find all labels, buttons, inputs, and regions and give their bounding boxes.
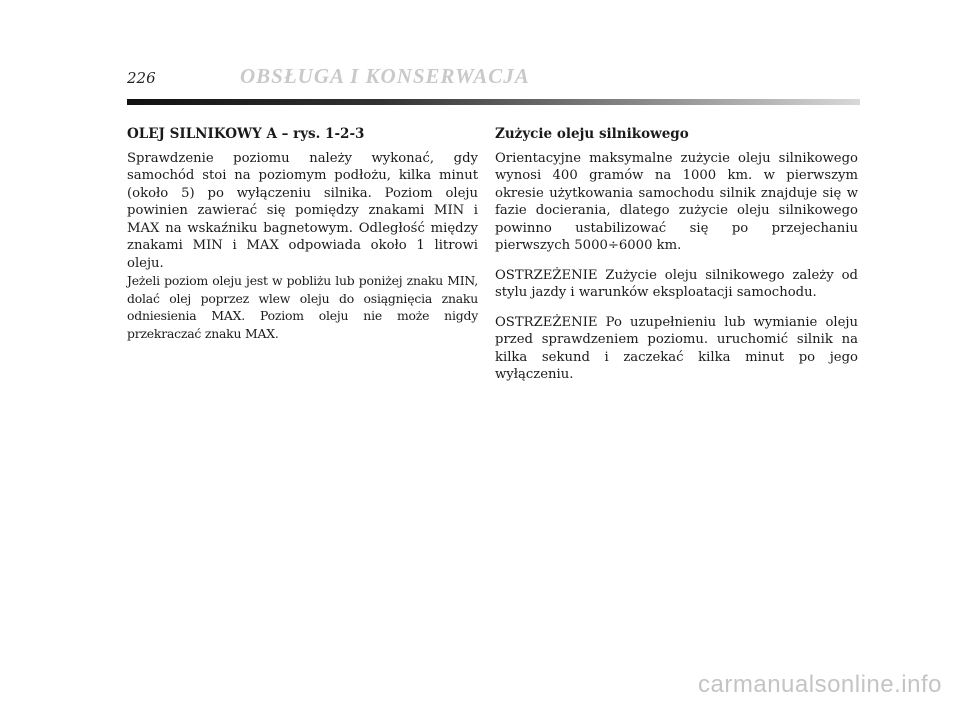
oil-check-paragraph: Sprawdzenie poziomu należy wykonać, gdy samochód stoi na poziomym podłożu, kilka minut (około 5) po wyłączeniu silnika. Poziom oleju powinien zawierać się pomiędzy znakami MIN i MAX na wskaźniku bagnetowym. Odległość między znakami MIN i MAX odpowiada około 1 litrowi oleju. — [127, 150, 478, 271]
engine-oil-heading: OLEJ SILNIKOWY A – rys. 1-2-3 — [127, 126, 365, 142]
oil-refill-paragraph: Jeżeli poziom oleju jest w pobliżu lub poniżej znaku MIN, dolać olej poprzez wlew oleju do osiągnięcia znaku odniesienia MAX. Poziom oleju nie może nigdy przekraczać znaku MAX. — [127, 273, 478, 341]
left-column — [127, 126, 478, 342]
oil-consumption-paragraph: Orientacyjne maksymalne zużycie oleju silnikowego wynosi 400 gramów na 1000 km. w pierwszym okresie użytkowania samochodu silnik znajduje się w fazie docierania, dlatego zużycie oleju silnikowego powinno ustabilizować się po przejechaniu pierwszych 5000÷6000 km. — [495, 150, 858, 253]
oil-consumption-heading: Zużycie oleju silnikowego — [495, 126, 689, 142]
warning-driving-style: OSTRZEŻENIE Zużycie oleju silnikowego zależy od stylu jazdy i warunków eksploatacji samochodu. — [495, 267, 858, 300]
watermark: carmanualsonline.info — [698, 671, 942, 698]
section-title: OBSŁUGA I KONSERWACJA — [240, 64, 530, 88]
page-number: 226 — [127, 69, 156, 87]
warning-after-refill: OSTRZEŻENIE Po uzupełnieniu lub wymianie oleju przed sprawdzeniem poziomu. uruchomić silnik na kilka sekund i zaczekać kilka minut po jego wyłączeniu. — [495, 314, 858, 382]
right-column — [495, 126, 858, 384]
header-rule — [127, 99, 860, 105]
